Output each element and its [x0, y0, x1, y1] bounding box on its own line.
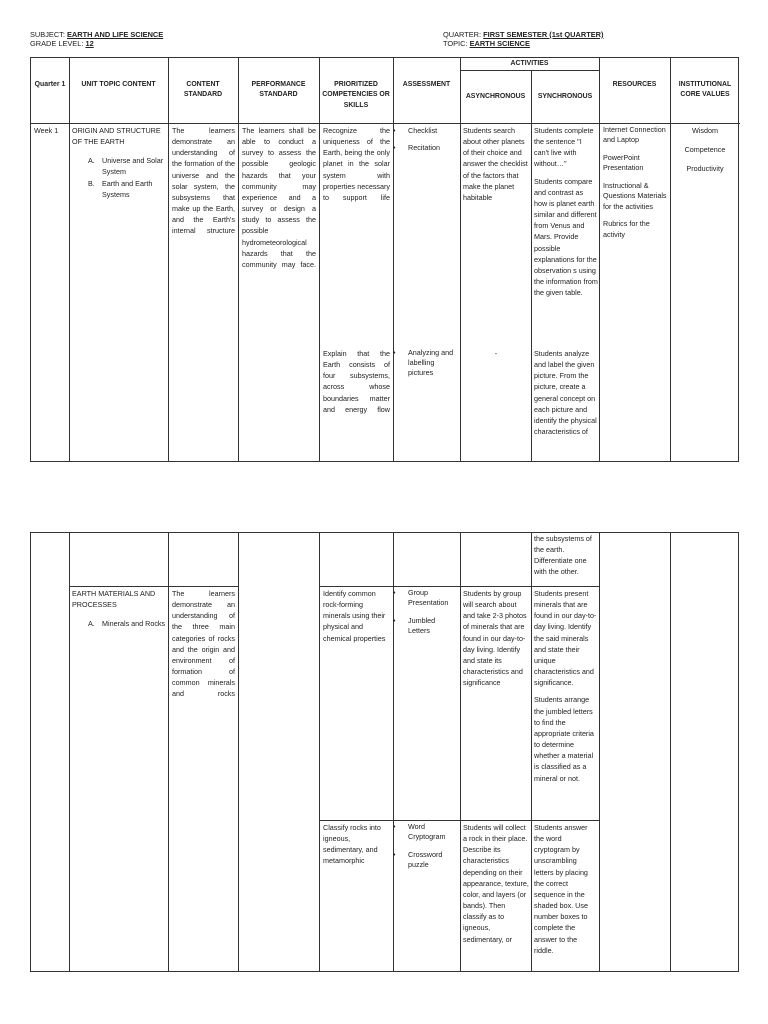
document-header-left: [30, 30, 163, 49]
unit-topic-item: A. Minerals and Rocks: [88, 619, 166, 629]
col-header-activities: ACTIVITIES: [510, 60, 549, 67]
unit-topic-title: ORIGIN AND STRUCTURE OF THE EARTH: [72, 126, 161, 147]
grade-line: [30, 39, 163, 48]
week-label: Week 1: [34, 126, 59, 135]
async-activity-cell: Students by group will search about and take 2-3 photos of minerals that are found in our day-to-day living. Identify and state its characteristics and significance: [463, 589, 527, 688]
resource-item: Rubrics for the activity: [603, 219, 650, 239]
assessment-item: • Crossword puzzle: [393, 850, 459, 870]
col-header-core-values: INSTITUTIONAL CORE VALUES: [678, 81, 732, 99]
col-header-performance-standard: PERFORMANCE STANDARD: [251, 81, 306, 99]
async-activity-cell: Students search about other planets of their choice and answer the checklist of the factors that make the planet habitable: [463, 126, 528, 202]
unit-topic-title: EARTH MATERIALS AND PROCESSES: [72, 589, 156, 610]
assessment-item: • Checklist: [393, 125, 459, 136]
col-header-quarter: Quarter 1: [34, 81, 66, 88]
competency-cell: Recognize the uniqueness of the Earth, being the only planet in the solar system with properties necessary to support life: [323, 126, 390, 202]
competency-cell: Identify common rock-forming minerals using their physical and chemical properties: [323, 589, 386, 643]
col-header-asynchronous: ASYNCHRONOUS: [465, 93, 526, 100]
quarter-value: FIRST SEMESTER (1st QUARTER): [483, 30, 604, 39]
sync-activity-text: Students compare and contrast as how is planet earth similar and different from Venus and Mars. Provide possible explanations for the observation s using the information from the given table.: [534, 176, 598, 298]
subject-line: [30, 30, 163, 39]
sync-activity-cell: the subsystems of the earth. Differentiate one with the other.: [534, 534, 592, 577]
competency-cell: Classify rocks into igneous, sedimentary, and metamorphic: [323, 823, 381, 866]
topic-value: EARTH SCIENCE: [469, 39, 530, 49]
col-header-synchronous: SYNCHRONOUS: [537, 93, 593, 100]
unit-topic-list: [72, 155, 166, 200]
sync-activity-cell: Students answer the word cryptogram by unscrambling letters by placing the correct sequence in the shaded box. Use number boxes to complete the answer to the riddle.: [534, 823, 588, 955]
topic-line: [443, 39, 603, 48]
sync-activity-cell: Students analyze and label the given picture. From the picture, create a general concept on each picture and identify the physical characteristics of: [534, 349, 597, 437]
assessment-list: [393, 588, 459, 636]
core-value: Wisdom: [692, 126, 718, 135]
col-header-competencies: PRIORITIZED COMPETENCIES OR SKILLS: [322, 81, 390, 109]
resource-item: PowerPoint Presentation: [603, 152, 644, 173]
sync-activity-cell: [534, 125, 598, 298]
competency-cell: Explain that the Earth consists of four subsystems, across whose boundaries matter and energy flow: [323, 349, 390, 414]
col-header-assessment: ASSESSMENT: [402, 81, 451, 88]
assessment-item: • Recitation: [393, 142, 459, 153]
async-activity-cell: -: [494, 349, 498, 358]
core-value: Productivity: [686, 164, 724, 174]
unit-topic-cell: [72, 125, 166, 200]
resource-item: Instructional & Questions Materials for the activities: [603, 180, 667, 211]
async-activity-cell: Students will collect a rock in their place. Describe its characteristics depending on their appearance, texture, color, and layers (or bands). Then classify as to igneous, sedimentary, or: [463, 823, 529, 944]
performance-standard-cell: The learners shall be able to conduct a survey to assess the possible geologic hazards that your community may experience and a survey or design a study to assess the possible hydrometeorological hazards that the community may face.: [242, 126, 316, 269]
content-standard-cell: The learners demonstrate an understanding of the formation of the universe and the solar system, the subsystems that make up the Earth, and the Earth's internal structure: [172, 126, 235, 236]
unit-topic-item: B. Earth and Earth Systems: [88, 178, 153, 199]
core-value: Competence: [684, 145, 726, 155]
unit-topic-list: [72, 618, 166, 629]
curriculum-table-page1: [30, 57, 739, 462]
curriculum-table-page2: [30, 532, 739, 972]
subject-value: EARTH AND LIFE SCIENCE: [66, 30, 164, 39]
col-header-resources: RESOURCES: [612, 81, 657, 88]
sync-activity-cell: [534, 588, 598, 784]
sync-activity-text: Students present minerals that are found in our day-to-day living. Identify the said minerals and state their unique characteristics and significance.: [534, 589, 597, 688]
resources-cell: [603, 125, 667, 240]
topic-label: TOPIC:: [443, 39, 468, 49]
subject-label: SUBJECT:: [30, 30, 65, 39]
unit-topic-item: A. Universe and Solar System: [88, 156, 164, 177]
assessment-item: • Group Presentation: [393, 588, 459, 608]
assessment-item: • Analyzing and labelling pictures: [393, 348, 459, 378]
assessment-list: [393, 348, 459, 378]
sync-activity-text: Students complete the sentence "I can't live with without…": [534, 126, 594, 169]
assessment-list: [393, 125, 459, 153]
col-header-unit: UNIT TOPIC CONTENT: [81, 81, 156, 88]
assessment-item: • Jumbled Letters: [393, 616, 459, 636]
quarter-line: [443, 30, 603, 39]
resource-item: Internet Connection and Laptop: [603, 125, 666, 145]
col-header-content-standard: CONTENT STANDARD: [183, 81, 223, 99]
assessment-list: [393, 822, 459, 870]
sync-activity-text: Students arrange the jumbled letters to find the appropriate criteria to determine whether a material is classified as a mineral or not.: [534, 695, 594, 783]
content-standard-cell: The learners demonstrate an understanding of the three main categories of rocks and the origin and environment of formation of common minerals and rocks: [172, 589, 235, 699]
quarter-label: QUARTER:: [443, 30, 482, 39]
grade-value: 12: [85, 39, 94, 49]
core-values-cell: [672, 125, 738, 174]
assessment-item: • Word Cryptogram: [393, 822, 459, 842]
grade-label: GRADE LEVEL:: [30, 39, 84, 49]
document-header-right: [443, 30, 603, 49]
unit-topic-cell: [72, 588, 166, 629]
